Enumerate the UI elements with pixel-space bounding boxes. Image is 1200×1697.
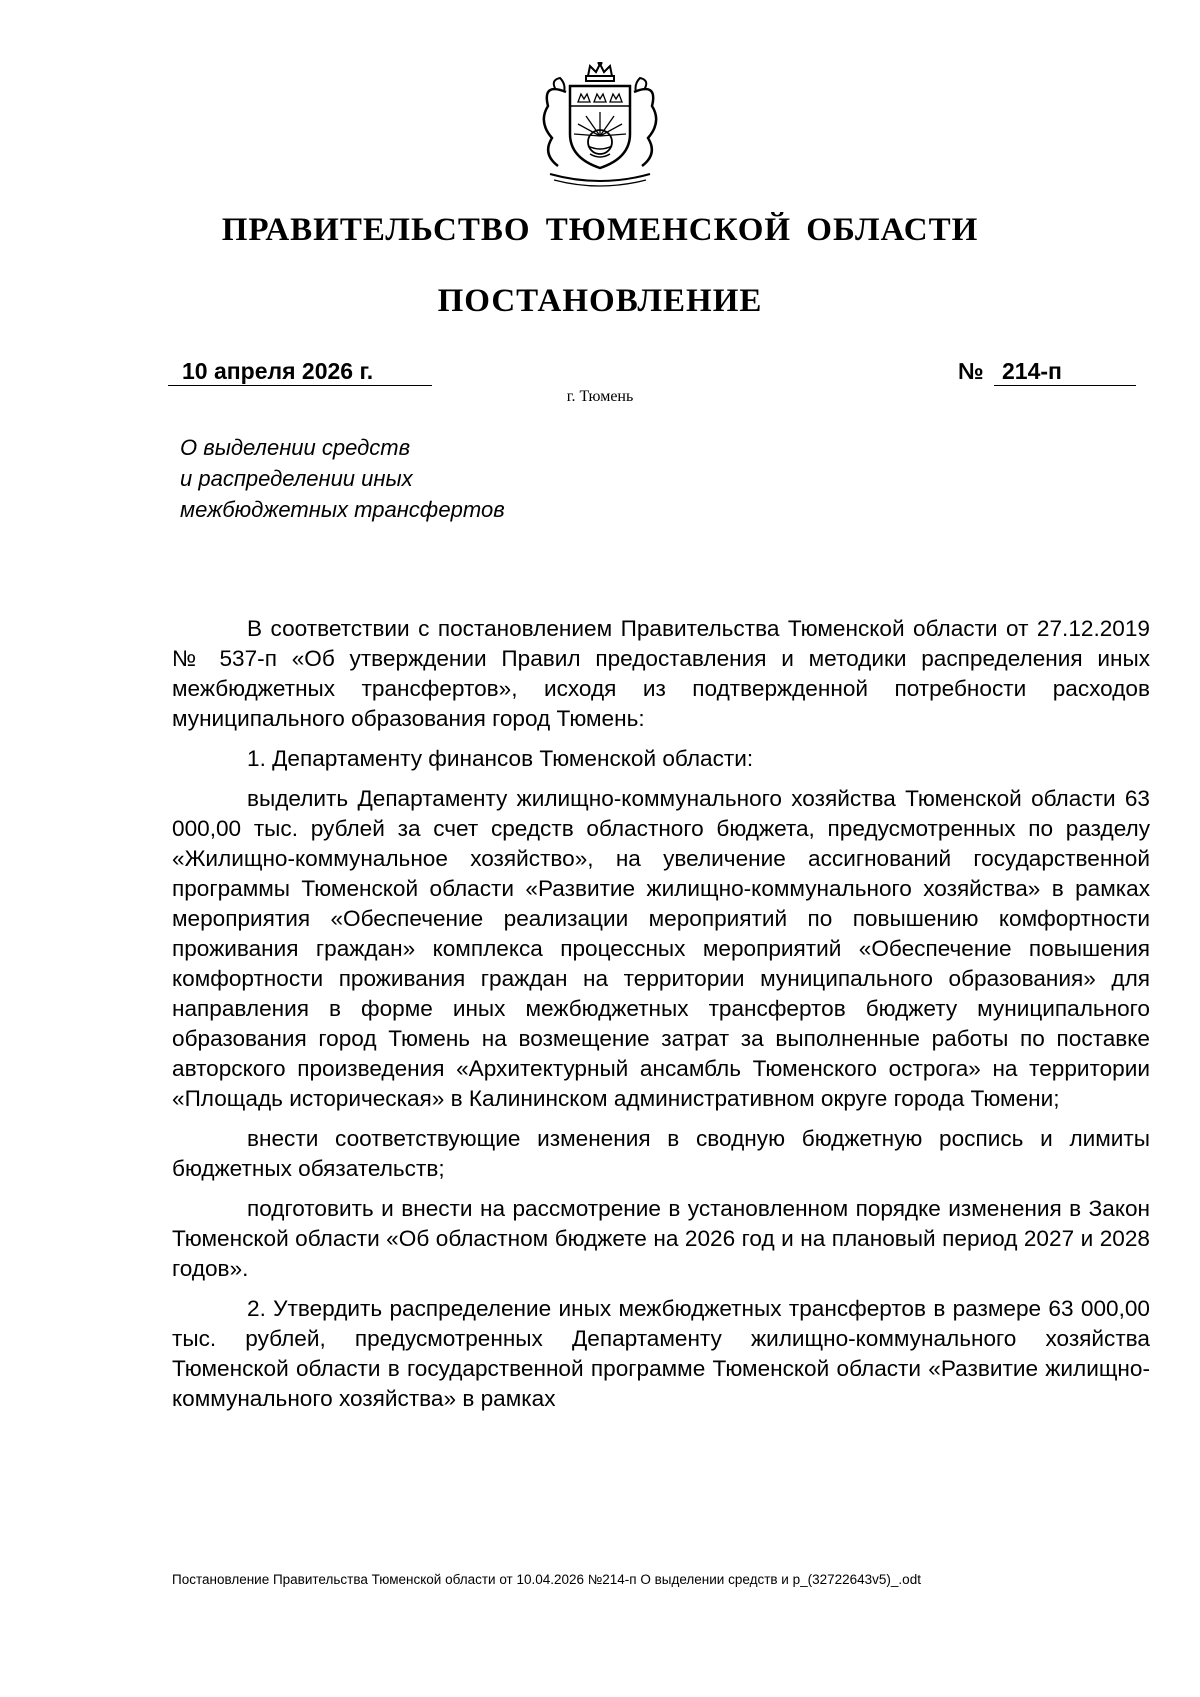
body-paragraph: внести соответствующие изменения в сводную бюджетную роспись и лимиты бюджетных обязательств;: [172, 1126, 1150, 1181]
body-paragraph: 1. Департаменту финансов Тюменской области:: [247, 746, 754, 771]
body-paragraph: В соответствии с постановлением Правительства Тюменской области от 27.12.2019 № 537-п «Об утверждении Правил предоставления и методики распределения иных межбюджетных трансфертов», исходя из подтвержденной потребности расходов муниципального образования город Тюмень:: [172, 616, 1150, 731]
subject-line: межбюджетных трансфертов: [180, 497, 505, 522]
subject-line: и распределении иных: [180, 466, 413, 491]
subject-line: О выделении средств: [180, 435, 411, 460]
document-subject: [180, 432, 700, 525]
document-city: г. Тюмень: [566, 388, 634, 405]
document-type: ПОСТАНОВЛЕНИЕ: [437, 283, 763, 319]
body-paragraph: 2. Утвердить распределение иных межбюджетных трансфертов в размере 63 000,00 тыс. рублей, предусмотренных Департаменту жилищно-коммунального хозяйства Тюменской области в государственной программе Тюменской области «Развитие жилищно-коммунального хозяйства» в рамках: [172, 1296, 1150, 1411]
document-date: 10 апреля 2026 г.: [168, 358, 432, 386]
body-paragraph: выделить Департаменту жилищно-коммунального хозяйства Тюменской области 63 000,00 тыс. рублей за счет средств областного бюджета, предусмотренных по разделу «Жилищно-коммунальное хозяйство», на увеличение ассигнований государственной программы Тюменской области «Развитие жилищно-коммунального хозяйства» в рамках мероприятия «Обеспечение реализации мероприятий по повышению комфортности проживания граждан» комплекса процессных мероприятий «Обеспечение повышения комфортности проживания граждан на территории муниципального образования» для направления в форме иных межбюджетных трансфертов бюджету муниципального образования город Тюмень на возмещение затрат за выполненные работы по поставке авторского произведения «Архитектурный ансамбль Тюменского острога» на территории «Площадь историческая» в Калининском административном округе города Тюмени;: [172, 786, 1150, 1111]
number-label: №: [958, 358, 984, 384]
body-paragraph: подготовить и внести на рассмотрение в установленном порядке изменения в Закон Тюменской области «Об областном бюджете на 2026 год и на плановый период 2027 и 2028 годов».: [172, 1196, 1150, 1281]
organization-title: ПРАВИТЕЛЬСТВО ТЮМЕНСКОЙ ОБЛАСТИ: [221, 212, 979, 248]
document-body: [172, 614, 1150, 1424]
document-footer: Постановление Правительства Тюменской области от 10.04.2026 №214-п О выделении средств и р_(32722643v5)_.odt: [172, 1572, 921, 1587]
document-number: 214-п: [994, 358, 1136, 386]
